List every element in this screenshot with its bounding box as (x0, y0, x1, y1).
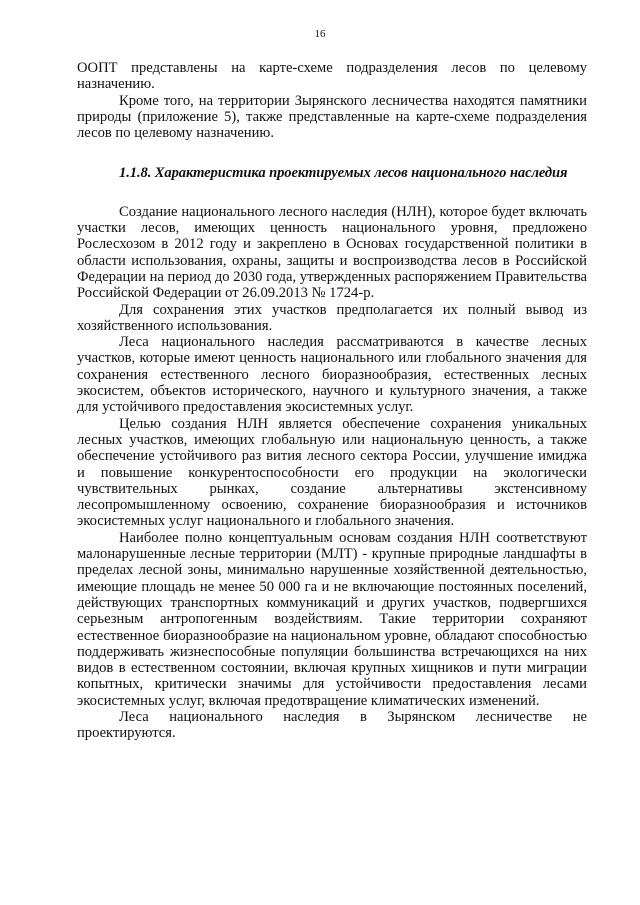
paragraph-oopt: ООПТ представлены на карте-схеме подразделения лесов по целевому назначению. (77, 60, 587, 93)
document-body (77, 60, 587, 742)
page-number: 16 (314, 28, 326, 40)
paragraph-nature-monuments: Кроме того, на территории Зырянского лесничества находятся памятники природы (приложение 5), также представленные на карте-схеме подразделения лесов по целевому назначению. (77, 92, 587, 142)
paragraph-nln-creation: Создание национального лесного наследия (НЛН), которое будет включать участки лесов, имеющих ценность национального уровня, предложено Рослесхозом в 2012 году и закреплено в Основах государственной политики в области использования, охраны, защиты и воспроизводства лесов в Российской Федерации на период до 2030 года, утвержденных распоряжением Правительства Российской Федерации от 26.09.2013 № 1724-р. (77, 203, 587, 302)
paragraph-nln-goal: Целью создания НЛН является обеспечение сохранения уникальных лесных участков, имеющих глобальную или национальную ценность, а также обеспечение устойчивого раз вития лесного сектора России, улучшение имиджа и повышение конкурентоспособности его продукции на экологически чувствительных рынках, создание альтернативы экстенсивному лесопромышленному освоению, сохранение биоразнообразия и источников экосистемных услуг национального и глобального значения. (77, 415, 587, 530)
paragraph-preservation: Для сохранения этих участков предполагается их полный вывод из хозяйственного использования. (77, 301, 587, 334)
paragraph-mlt: Наиболее полно концептуальным основам создания НЛН соответствуют малонарушенные лесные территории (МЛТ) - крупные природные ландшафты в пределах лесной зоны, минимально нарушенные хозяйственной деятельностью, имеющие площадь не менее 50 000 га и не включающие постоянных поселений, действующих транспортных коммуникаций и других участков, подвергшихся серьезным антропогенным воздействиям. Такие территории сохраняют естественное биоразнообразие на национальном уровне, обладают способностью поддерживать жизнеспособные популяции большинства встречающихся на них видов в естественном состоянии, включая крупных хищников и пути миграции копытных, критически значимы для устойчивости предоставления лесами экосистемных услуг, включая предотвращение климатических изменений. (77, 529, 587, 709)
section-heading: 1.1.8. Характеристика проектируемых лесов национального наследия (119, 165, 568, 182)
paragraph-nln-definition: Леса национального наследия рассматриваются в качестве лесных участков, которые имеют ценность национального или глобального значения для сохранения естественного лесного биоразнообразия, естественных лесных экосистем, объектов исторического, научного и культурного значения, а также для устойчивого предоставления экосистемных услуг. (77, 334, 587, 416)
paragraph-conclusion: Леса национального наследия в Зырянском лесничестве не проектируются. (77, 708, 587, 742)
